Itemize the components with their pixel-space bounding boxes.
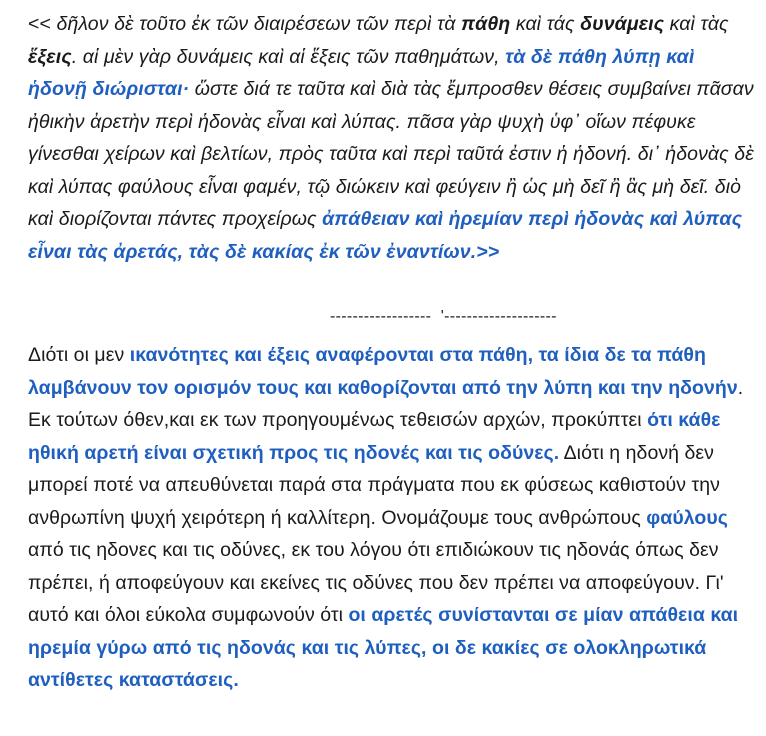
modern-highlight-faulous: φαύλους bbox=[646, 506, 728, 529]
ancient-text-segment: καὶ τάς bbox=[510, 13, 581, 35]
modern-text-segment: Διότι οι μεν bbox=[28, 344, 130, 366]
ancient-text-segment: ὥστε διά τε ταῦτα καὶ διὰ τὰς ἔμπροσθεν θέσεις συμβαίνει πᾶσαν ἠθικὴν ἀρετὴν περὶ ἡδονὰς εἶναι καὶ λύπας. πᾶσα γὰρ ψυχὴ ὑφ᾽ οἵων πέφυκε γίνεσθαι χείρων καὶ βελτίων, πρὸς ταῦτα καὶ περὶ ταῦτά ἐστιν ἡ ἡδονή. δι᾽ ἡδονὰς δὲ καὶ λύπας φαύλους εἶναι φαμέν, τῷ διώκειν καὶ φεύγειν ἢ ὡς μὴ δεῖ ἢ ἃς μὴ δεῖ. διὸ καὶ διορίζονται πάντες προχείρως bbox=[28, 78, 754, 230]
ancient-text-segment: δῆλον δὲ τοῦτο ἐκ τῶν διαιρέσεων τῶν περὶ τὰ bbox=[50, 13, 462, 35]
ancient-greek-passage bbox=[28, 8, 758, 268]
modern-highlight-pathe-definition: ικανότητες και έξεις αναφέρονται στα πάθη, τα ίδια δε τα πάθη λαμβάνουν τον ορισμόν τους και καθορίζονται από την λύπη και την ηδονήν bbox=[28, 344, 738, 399]
ancient-text-segment: . αἱ μὲν γὰρ δυνάμεις καὶ αἱ ἕξεις τῶν παθημάτων, bbox=[71, 45, 506, 68]
ancient-text-segment: καὶ τὰς bbox=[664, 13, 729, 35]
modern-text-segment: Διότι η ηδονή δεν μπορεί ποτέ να απευθύνεται παρά στα πράγματα που εκ φύσεως καθιστούν την ανθρωπίνη ψυχή χειρότερη ή καλλίτερη. Ονομάζουμε τους ανθρώπους bbox=[28, 441, 720, 529]
ancient-bold-term-hexeis: ἕξεις bbox=[28, 45, 72, 68]
ancient-highlight-pathe-definition: τὰ δὲ πάθη λύπῃ καὶ ἡδονῇ διώρισται· bbox=[28, 45, 695, 100]
ancient-bold-term-dynameis: δυνάμεις bbox=[580, 13, 665, 35]
ancient-bold-term-pathe: πάθη bbox=[461, 13, 511, 35]
modern-text-segment: από τις ηδονες και τις οδύνες, εκ του λόγου ότι επιδιώκουν τις ηδονάς όπως δεν πρέπει, ή αποφεύγουν και εκείνες τις οδύνες που δεν πρέπει να αποφεύγουν. Γι' αυτό και όλοι εύκολα συμφωνούν ότι bbox=[28, 539, 724, 626]
section-divider: ------------------ '-------------------- bbox=[330, 308, 557, 325]
modern-highlight-ethical-virtue: ότι κάθε ηθική αρετή είναι σχετική προς τις ηδονές και τις οδύνες. bbox=[28, 409, 721, 464]
modern-highlight-virtues-apatheia: οι αρετές συνίστανται σε μίαν απάθεια και ηρεμία γύρω από τις ηδονάς και τις λύπες, οι δε κακίες σε ολοκληρωτικά αντίθετες καταστάσεις. bbox=[28, 604, 739, 691]
ancient-highlight-apatheia: ἀπάθειαν καὶ ἠρεμίαν περὶ ἡδονὰς καὶ λύπας εἶναι τὰς ἀρετάς, τὰς δὲ κακίας ἐκ τῶν ἐναντίων.>> bbox=[28, 208, 743, 263]
modern-text-segment: . Εκ τούτων όθεν,και εκ των προηγουμένως τεθεισών αρχών, προκύπτει bbox=[28, 376, 744, 431]
quote-open-marker: << bbox=[28, 13, 51, 35]
modern-greek-translation bbox=[28, 339, 756, 697]
